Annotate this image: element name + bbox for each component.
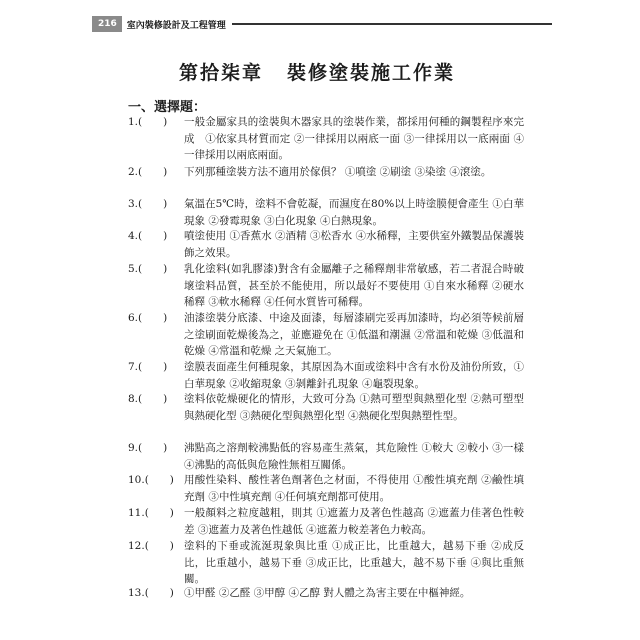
question-item <box>128 472 528 505</box>
page-header <box>92 15 552 33</box>
question-item <box>128 359 528 392</box>
question-text: 氣溫在5℃時，塗料不會乾凝，而濕度在80%以上時塗膜便會產生 ①白華現象 ②發霉現象 ③白化現象 ④白熱現象。 <box>184 198 524 227</box>
question-number: 13.( ) <box>128 587 174 599</box>
question-number: 5.( ) <box>128 263 168 275</box>
question-item <box>128 310 528 360</box>
question-item <box>128 164 528 181</box>
question-item <box>128 196 528 229</box>
question-number: 7.( ) <box>128 361 168 373</box>
question-item <box>128 440 528 473</box>
question-text: 塗料的下垂或流涎現象與比重 ①成正比，比重越大，越易下垂 ②成反比，比重越小，越易下垂 ③成正比，比重越大，越不易下垂 ④與比重無關。 <box>184 540 524 585</box>
question-text: 下列那種塗裝方法不適用於傢俱？ ①噴塗 ②刷塗 ③染塗 ④滾塗。 <box>184 166 492 178</box>
running-title: 室內裝修設計及工程管理 <box>126 20 226 31</box>
question-item <box>128 114 528 164</box>
question-item <box>128 228 528 261</box>
section-title: 一、選擇題： <box>128 100 207 115</box>
question-number: 3.( ) <box>128 198 168 210</box>
chapter-title <box>92 58 542 85</box>
question-number: 4.( ) <box>128 230 168 242</box>
question-item <box>128 391 528 424</box>
question-item <box>128 538 528 588</box>
chapter-name: 裝修塗裝施工作業 <box>287 62 456 84</box>
question-number: 6.( ) <box>128 312 168 324</box>
question-number: 2.( ) <box>128 166 168 178</box>
chapter-number: 第拾柒章 <box>178 62 263 84</box>
question-text: 沸點高之溶劑較沸點低的容易產生蒸氣，其危險性 ①較大 ②較小 ③一樣 ④沸點的高低與危險性無相互關係。 <box>184 442 524 471</box>
question-item <box>128 585 528 602</box>
question-text: 用酸性染料、酸性著色劑著色之材面，不得使用 ①酸性填充劑 ②鹼性填充劑 ③中性填充劑 ④任何填充劑都可使用。 <box>184 474 524 503</box>
question-number: 12.( ) <box>128 540 174 552</box>
page-number: 216 <box>92 16 122 32</box>
question-text: 一般金屬家具的塗裝與木器家具的塗裝作業，都採用何種的鋼製程序來完成 ①依家具材質而定 ②一律採用以兩底一面 ③一律採用以一底兩面 ④一律採用以兩底兩面。 <box>184 116 524 161</box>
question-item <box>128 261 528 311</box>
question-item <box>128 505 528 538</box>
question-number: 9.( ) <box>128 442 168 454</box>
question-text: 油漆塗裝分底漆、中途及面漆，每層漆刷完妥再加漆時，均必須等候前層之塗刷面乾燥後為之，並應避免在 ①低溫和潮濕 ②常溫和乾燥 ③低溫和乾燥 ④常溫和乾燥 之天氣施工。 <box>184 312 524 357</box>
header-rule <box>232 23 552 25</box>
question-text: 塗料依乾燥硬化的情形，大致可分為 ①熱可塑型與熱塑化型 ②熱可塑型與熱硬化型 ③熱硬化型與熱塑化型 ④熱硬化型與熱塑性型。 <box>184 393 524 422</box>
question-number: 1.( ) <box>128 116 168 128</box>
question-text: 一般顏料之粒度越粗，則其 ①遮蓋力及著色性越高 ②遮蓋力佳著色性較差 ③遮蓋力及著色性越低 ④遮蓋力較差著色力較高。 <box>184 507 524 536</box>
question-text: ①甲醛 ②乙醛 ③甲醇 ④乙醇 對人體之為害主要在中樞神經。 <box>184 587 471 599</box>
question-text: 塗膜表面產生何種現象，其原因為木面或塗料中含有水份及油份所致，①白華現象 ②收縮現象 ③剝離針孔現象 ④龜裂現象。 <box>184 361 524 390</box>
question-number: 11.( ) <box>128 507 174 519</box>
question-text: 乳化塗料(如乳膠漆)對含有金屬離子之稀釋劑非常敏感，若二者混合時破壞塗料品質，甚至於不能使用，所以最好不要使用 ①自來水稀釋 ②硬水稀釋 ③軟水稀釋 ④任何水質皆可稀釋。 <box>184 263 524 308</box>
question-number: 8.( ) <box>128 393 168 405</box>
question-text: 噴塗使用 ①香蕉水 ②酒精 ③松香水 ④水稀釋，主要供室外鐵製品保護裝飾之效果。 <box>184 230 524 259</box>
question-number: 10.( ) <box>128 474 174 486</box>
